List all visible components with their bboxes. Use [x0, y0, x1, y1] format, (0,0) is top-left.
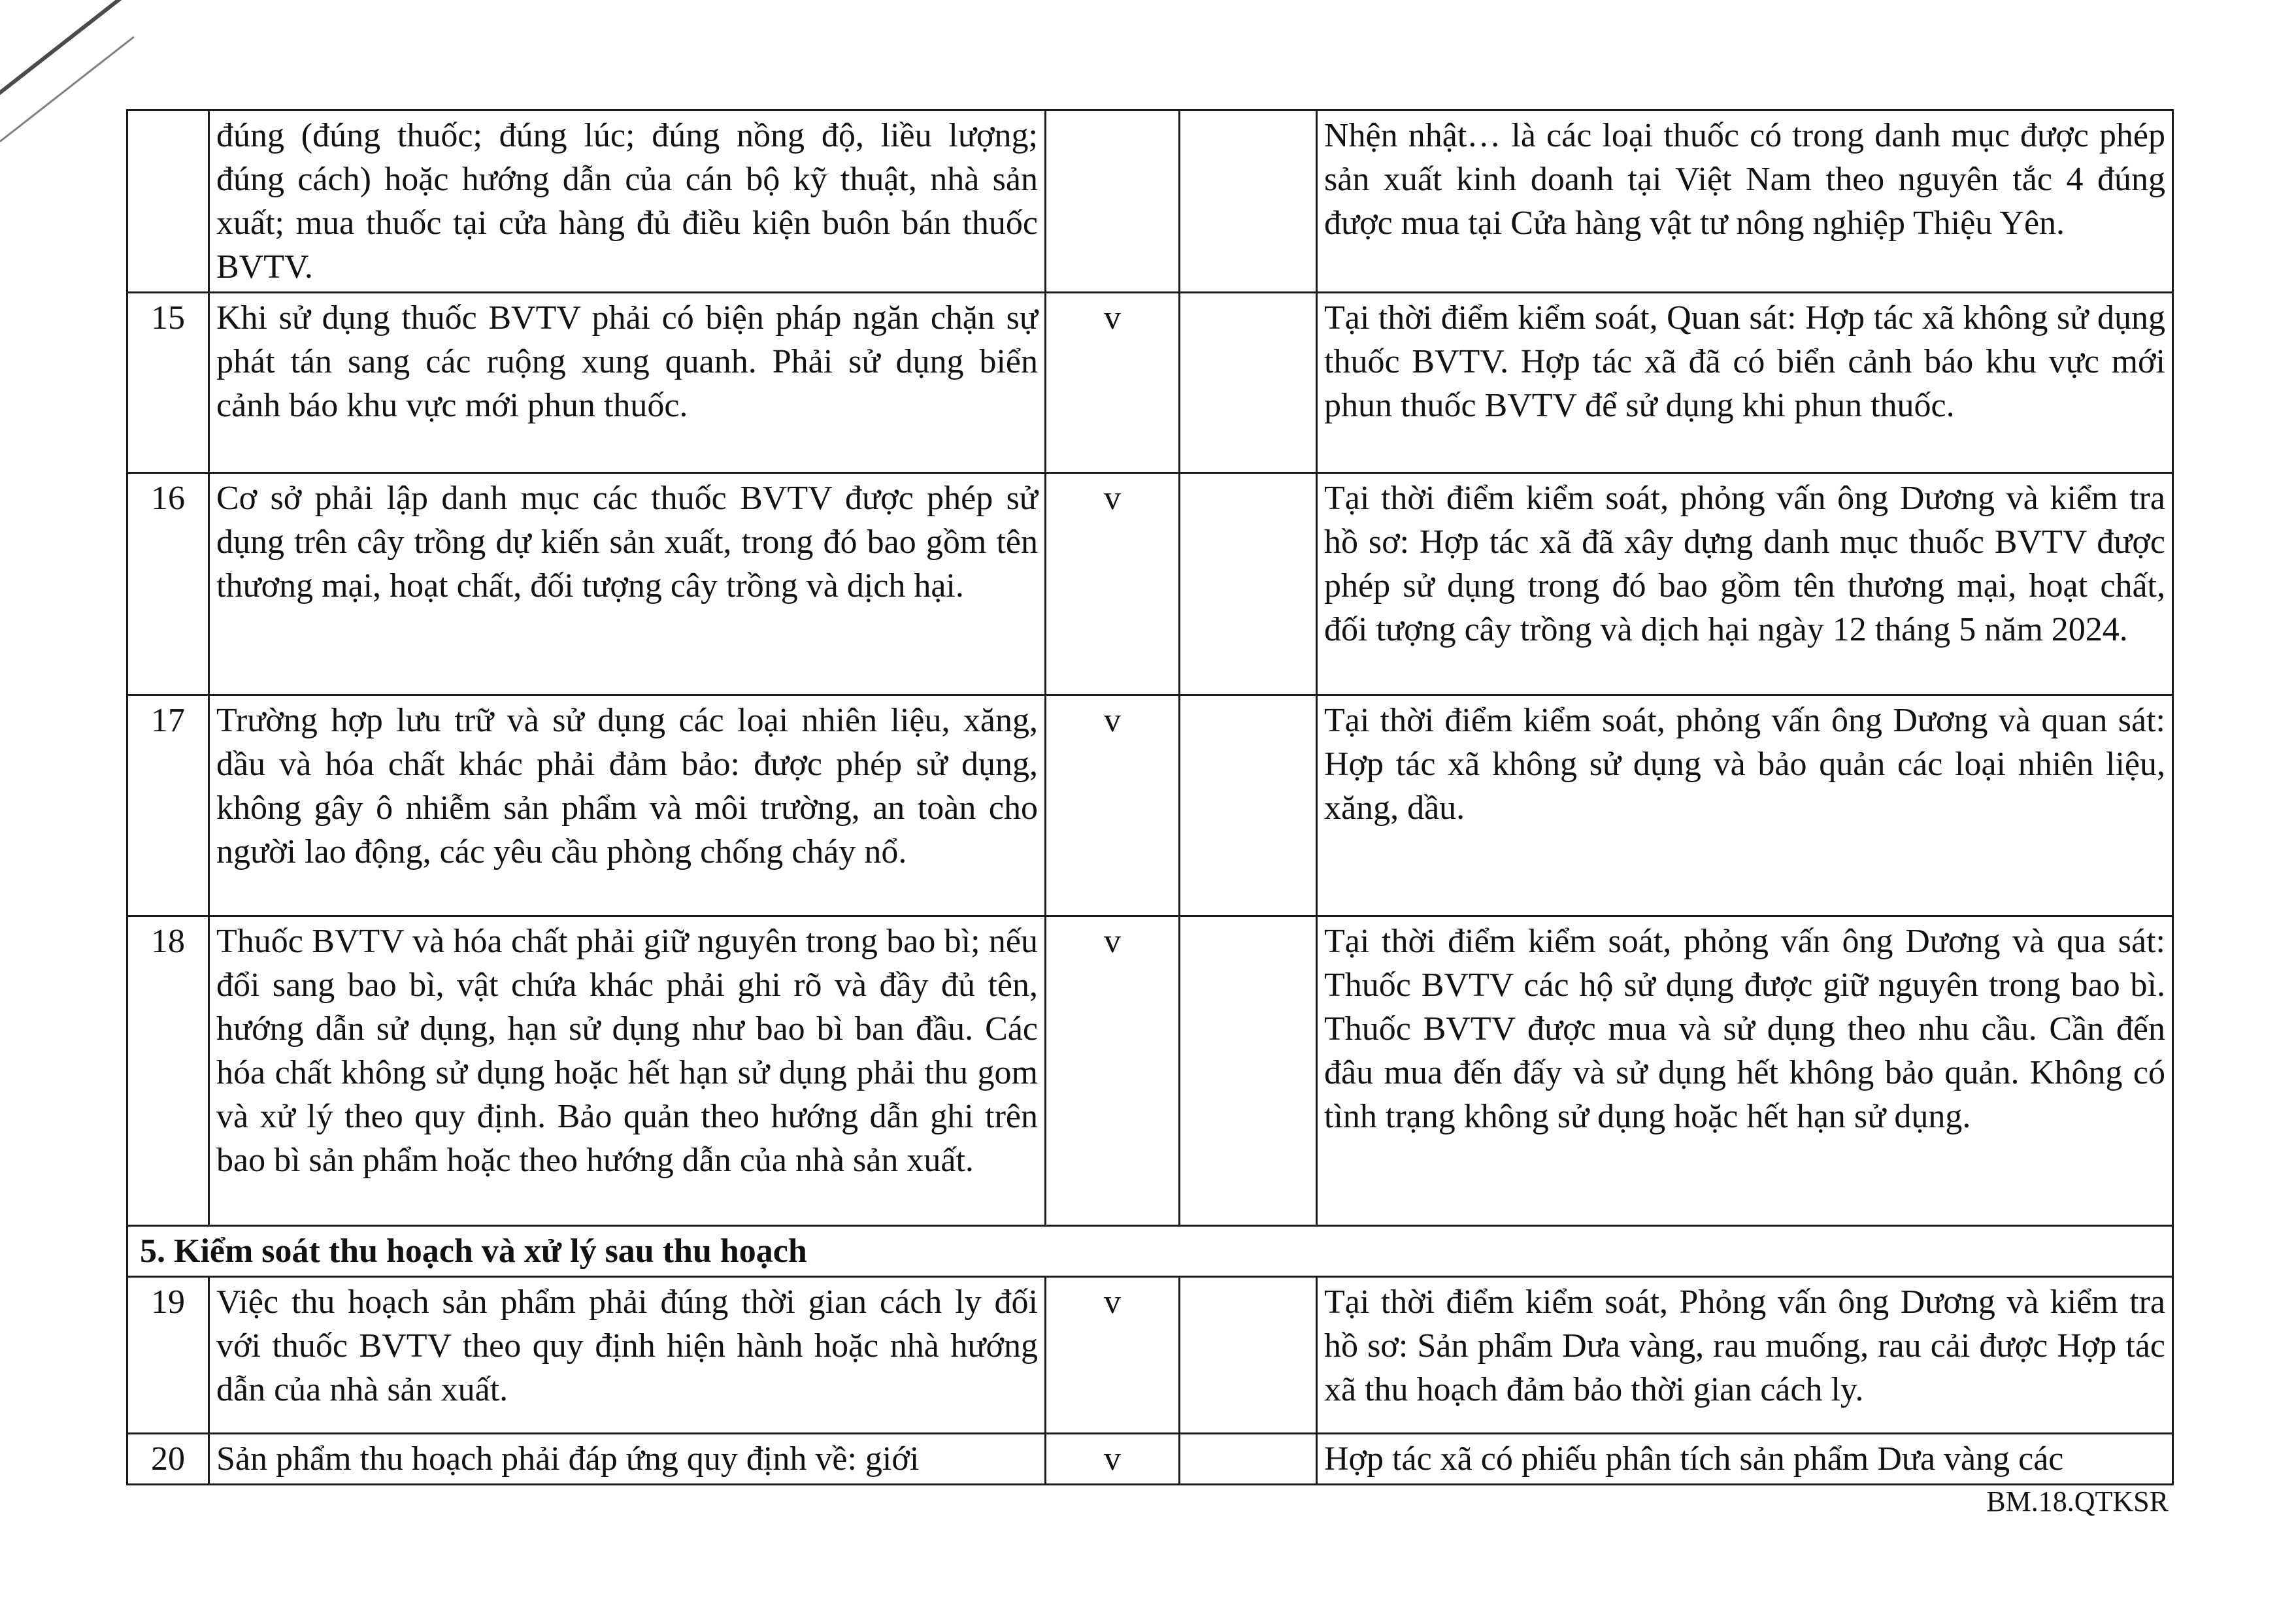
met-check — [1046, 110, 1180, 293]
requirement-text: đúng (đúng thuốc; đúng lúc; đúng nồng độ, liều lượng; đúng cách) hoặc hướng dẫn của cán bộ kỹ thuật, nhà sản xuất; mua thuốc tại cửa hàng đủ điều kiện buôn bán thuốc BVTV. — [209, 110, 1046, 293]
row-number: 17 — [127, 695, 209, 916]
row-number: 15 — [127, 293, 209, 473]
evidence-text: Hợp tác xã có phiếu phân tích sản phẩm Dưa vàng các — [1317, 1434, 2173, 1485]
table-row — [127, 695, 2173, 916]
evidence-text: Tại thời điểm kiểm soát, phỏng vấn ông Dương và qua sát: Thuốc BVTV các hộ sử dụng được giữ nguyên trong bao bì. Thuốc BVTV được mua và sử dụng theo nhu cầu. Cần đến đâu mua đến đấy và sử dụng hết không bảo quản. Không có tình trạng không sử dụng hoặc hết hạn sử dụng. — [1317, 916, 2173, 1226]
requirement-text: Sản phẩm thu hoạch phải đáp ứng quy định về: giới — [209, 1434, 1046, 1485]
met-check: v — [1046, 1434, 1180, 1485]
not-met-check — [1180, 1277, 1317, 1434]
met-check: v — [1046, 1277, 1180, 1434]
met-check: v — [1046, 293, 1180, 473]
row-number: 20 — [127, 1434, 209, 1485]
table-row — [127, 110, 2173, 293]
requirement-text: Khi sử dụng thuốc BVTV phải có biện pháp ngăn chặn sự phát tán sang các ruộng xung quanh. Phải sử dụng biển cảnh báo khu vực mới phun thuốc. — [209, 293, 1046, 473]
evidence-text: Tại thời điểm kiểm soát, Quan sát: Hợp tác xã không sử dụng thuốc BVTV. Hợp tác xã đã có biển cảnh báo khu vực mới phun thuốc BVTV để sử dụng khi phun thuốc. — [1317, 293, 2173, 473]
not-met-check — [1180, 1434, 1317, 1485]
met-check: v — [1046, 473, 1180, 695]
requirement-text: Trường hợp lưu trữ và sử dụng các loại nhiên liệu, xăng, dầu và hóa chất khác phải đảm bảo: được phép sử dụng, không gây ô nhiễm sản phẩm và môi trường, an toàn cho người lao động, các yêu cầu phòng chống cháy nổ. — [209, 695, 1046, 916]
table-row — [127, 916, 2173, 1226]
evidence-text: Nhện nhật… là các loại thuốc có trong danh mục được phép sản xuất kinh doanh tại Việt Nam theo nguyên tắc 4 đúng được mua tại Cửa hàng vật tư nông nghiệp Thiệu Yên. — [1317, 110, 2173, 293]
met-check: v — [1046, 695, 1180, 916]
table-row — [127, 473, 2173, 695]
requirement-text: Cơ sở phải lập danh mục các thuốc BVTV được phép sử dụng trên cây trồng dự kiến sản xuất, trong đó bao gồm tên thương mại, hoạt chất, đối tượng cây trồng và dịch hại. — [209, 473, 1046, 695]
met-check: v — [1046, 916, 1180, 1226]
not-met-check — [1180, 695, 1317, 916]
form-code: BM.18.QTKSR — [1986, 1485, 2169, 1517]
row-number: 16 — [127, 473, 209, 695]
row-number — [127, 110, 209, 293]
requirement-text: Thuốc BVTV và hóa chất phải giữ nguyên trong bao bì; nếu đổi sang bao bì, vật chứa khác phải ghi rõ và đầy đủ tên, hướng dẫn sử dụng, hạn sử dụng như bao bì ban đầu. Các hóa chất không sử dụng hoặc hết hạn sử dụng phải thu gom và xử lý theo quy định. Bảo quản theo hướng dẫn ghi trên bao bì sản phẩm hoặc theo hướng dẫn của nhà sản xuất. — [209, 916, 1046, 1226]
table-row — [127, 293, 2173, 473]
paper-fold-mark-secondary — [0, 36, 135, 142]
evidence-text: Tại thời điểm kiểm soát, phỏng vấn ông Dương và quan sát: Hợp tác xã không sử dụng và bảo quản các loại nhiên liệu, xăng, dầu. — [1317, 695, 2173, 916]
not-met-check — [1180, 916, 1317, 1226]
table-row — [127, 1277, 2173, 1434]
evidence-text: Tại thời điểm kiểm soát, Phỏng vấn ông Dương và kiểm tra hồ sơ: Sản phẩm Dưa vàng, rau muống, rau cải được Hợp tác xã thu hoạch đảm bảo thời gian cách ly. — [1317, 1277, 2173, 1434]
section-heading-row — [127, 1226, 2173, 1277]
not-met-check — [1180, 293, 1317, 473]
row-number: 19 — [127, 1277, 209, 1434]
paper-fold-mark — [0, 0, 243, 114]
section-title: 5. Kiểm soát thu hoạch và xử lý sau thu hoạch — [127, 1226, 2173, 1277]
not-met-check — [1180, 473, 1317, 695]
evidence-text: Tại thời điểm kiểm soát, phỏng vấn ông Dương và kiểm tra hồ sơ: Hợp tác xã đã xây dựng danh mục thuốc BVTV được phép sử dụng trong đó bao gồm tên thương mại, hoạt chất, đối tượng cây trồng và dịch hại ngày 12 tháng 5 năm 2024. — [1317, 473, 2173, 695]
assessment-table — [126, 109, 2174, 1485]
requirement-text: Việc thu hoạch sản phẩm phải đúng thời gian cách ly đối với thuốc BVTV theo quy định hiện hành hoặc nhà hướng dẫn của nhà sản xuất. — [209, 1277, 1046, 1434]
row-number: 18 — [127, 916, 209, 1226]
not-met-check — [1180, 110, 1317, 293]
table-row — [127, 1434, 2173, 1485]
